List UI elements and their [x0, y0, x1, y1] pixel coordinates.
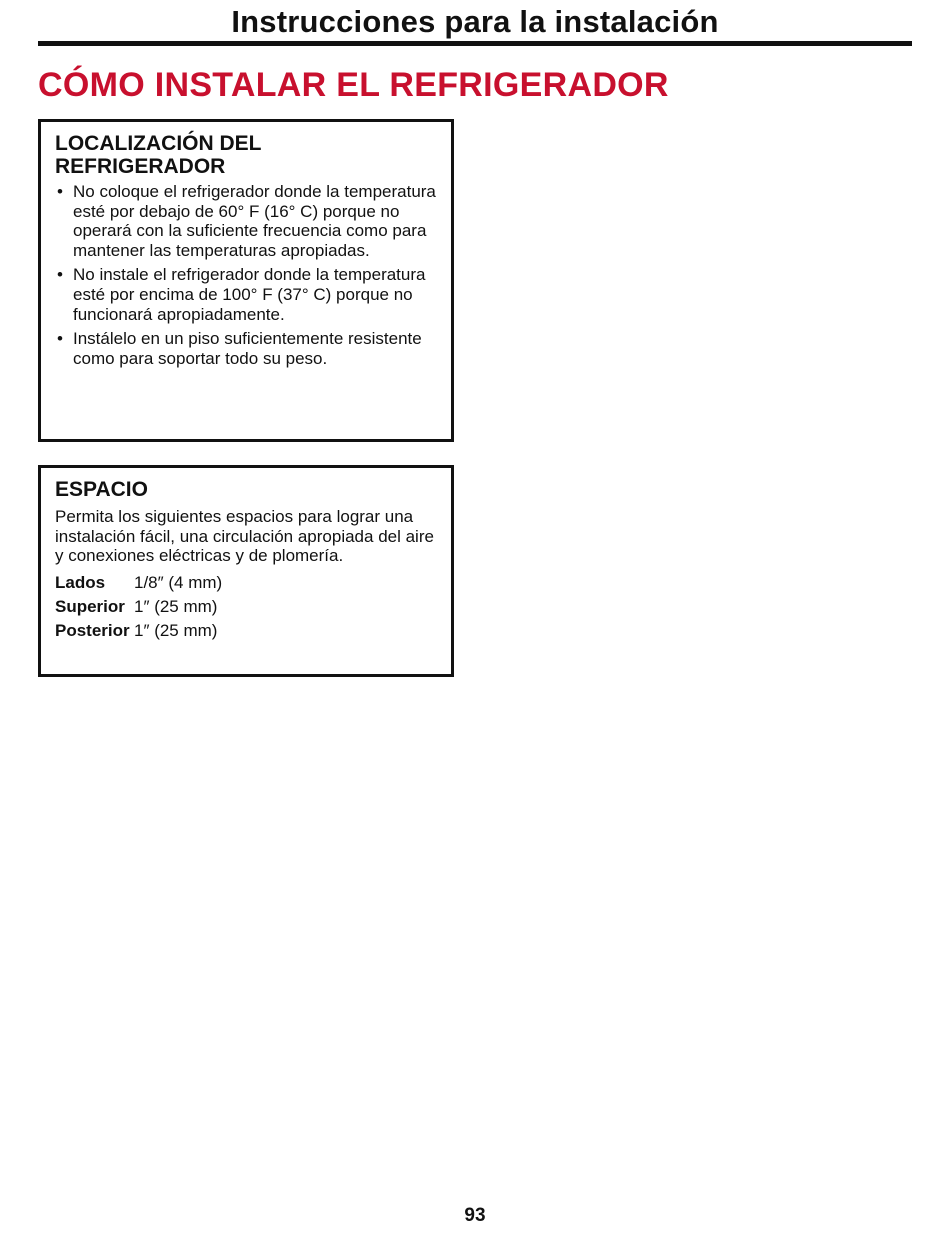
clearance-label: Superior	[55, 596, 125, 616]
bullet-text: No coloque el refrigerador donde la temperatura esté por debajo de 60° F (16° C) porque no operará con la suficiente frecuencia como para mantener las temperaturas apropiadas.	[73, 182, 436, 260]
space-section	[38, 465, 454, 677]
clearance-row	[55, 571, 451, 595]
page-number: 93	[464, 1205, 486, 1226]
clearance-row	[55, 619, 451, 643]
clearance-value: 1″ (25 mm)	[134, 596, 218, 616]
list-item	[55, 182, 451, 260]
bullet-icon: •	[57, 329, 63, 349]
bullet-icon: •	[57, 265, 63, 285]
bullet-icon: •	[57, 182, 63, 201]
header-rule	[38, 41, 912, 46]
clearance-label: Posterior	[55, 620, 130, 640]
bullet-text: No instale el refrigerador donde la temperatura esté por encima de 100° F (37° C) porque no funcionará apropiadamente.	[73, 265, 426, 324]
clearance-value: 1″ (25 mm)	[134, 620, 218, 640]
list-item	[55, 265, 451, 324]
location-bullet-list	[55, 182, 451, 368]
clearance-label: Lados	[55, 572, 106, 592]
location-heading-line2: REFRIGERADOR	[55, 155, 226, 178]
page-title: CÓMO INSTALAR EL REFRIGERADOR	[38, 66, 669, 104]
location-section	[38, 119, 454, 442]
list-item	[55, 329, 451, 368]
space-intro: Permita los siguientes espacios para lograr una instalación fácil, una circulación apropiada del aire y conexiones eléctricas y de plomería.	[55, 507, 434, 566]
bullet-text: Instálelo en un piso suficientemente resistente como para soportar todo su peso.	[73, 329, 422, 368]
clearance-value: 1/8″ (4 mm)	[134, 572, 223, 592]
clearance-table	[55, 571, 451, 643]
location-heading-line1: LOCALIZACIÓN DEL	[55, 132, 262, 155]
clearance-row	[55, 595, 451, 619]
space-heading: ESPACIO	[55, 478, 148, 501]
location-heading	[55, 132, 451, 178]
running-header: Instrucciones para la instalación	[231, 4, 719, 39]
